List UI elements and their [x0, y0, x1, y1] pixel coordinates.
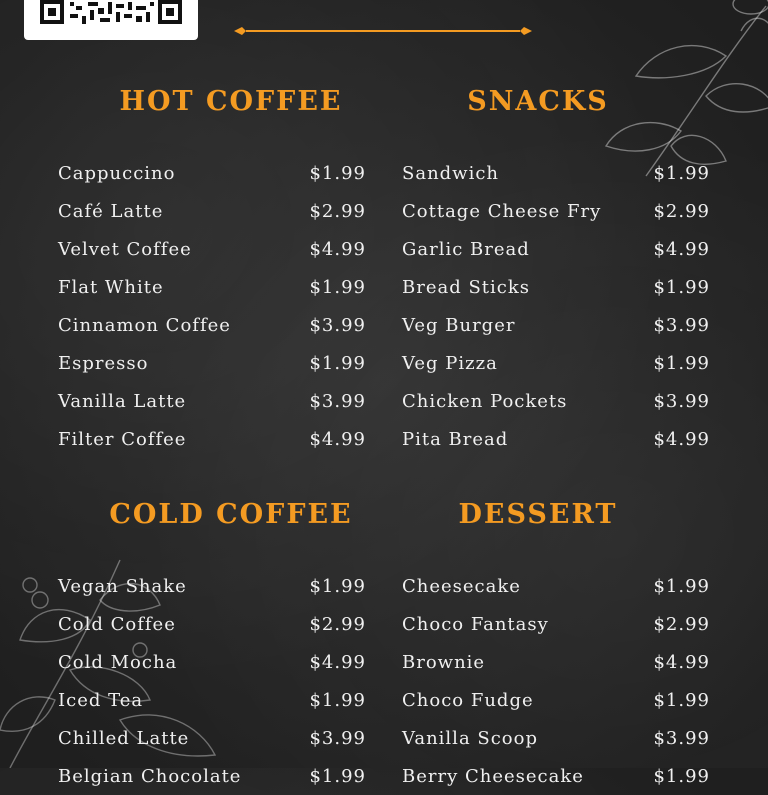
menu-item: [58, 192, 366, 230]
item-price: $3.99: [309, 727, 366, 749]
item-name: Vanilla Scoop: [402, 727, 539, 749]
menu-item: [58, 757, 366, 795]
item-price: $1.99: [309, 352, 366, 374]
menu-item: [402, 306, 710, 344]
menu-item: [402, 757, 710, 795]
item-name: Brownie: [402, 651, 486, 673]
item-name: Cinnamon Coffee: [58, 314, 231, 336]
qr-code-icon: [40, 0, 182, 26]
menu-item: [58, 681, 366, 719]
section-title-snacks: SNACKS: [467, 86, 609, 117]
item-name: Belgian Chocolate: [58, 765, 242, 787]
menu-item: [58, 382, 366, 420]
cold-coffee-list: [58, 567, 366, 795]
item-name: Choco Fantasy: [402, 613, 549, 635]
item-name: Veg Burger: [402, 314, 516, 336]
item-price: $1.99: [309, 575, 366, 597]
item-name: Flat White: [58, 276, 164, 298]
ornamental-divider: [232, 24, 534, 38]
item-price: $3.99: [309, 314, 366, 336]
item-name: Cottage Cheese Fry: [402, 200, 602, 222]
item-name: Vanilla Latte: [58, 390, 187, 412]
item-price: $1.99: [653, 689, 710, 711]
item-name: Cappuccino: [58, 162, 176, 184]
section-title-dessert: DESSERT: [458, 499, 618, 530]
menu-item: [58, 567, 366, 605]
menu-item: [402, 192, 710, 230]
item-name: Berry Cheesecake: [402, 765, 584, 787]
item-price: $2.99: [653, 613, 710, 635]
menu-item: [58, 719, 366, 757]
item-name: Bread Sticks: [402, 276, 531, 298]
menu-item: [58, 306, 366, 344]
menu-item: [58, 344, 366, 382]
menu-item: [58, 230, 366, 268]
item-name: Chilled Latte: [58, 727, 190, 749]
menu-item: [402, 154, 710, 192]
item-name: Iced Tea: [58, 689, 144, 711]
item-price: $4.99: [653, 238, 710, 260]
hot-coffee-list: [58, 154, 366, 458]
menu-item: [58, 154, 366, 192]
item-name: Cold Mocha: [58, 651, 178, 673]
item-price: $1.99: [653, 162, 710, 184]
dessert-list: [402, 567, 710, 795]
item-name: Choco Fudge: [402, 689, 534, 711]
item-price: $4.99: [653, 428, 710, 450]
item-name: Espresso: [58, 352, 149, 374]
item-name: Filter Coffee: [58, 428, 187, 450]
item-price: $1.99: [309, 276, 366, 298]
snacks-list: [402, 154, 710, 458]
item-price: $2.99: [653, 200, 710, 222]
section-title-hot-coffee: HOT COFFEE: [119, 86, 343, 117]
item-name: Garlic Bread: [402, 238, 530, 260]
item-price: $1.99: [309, 765, 366, 787]
item-name: Veg Pizza: [402, 352, 498, 374]
item-price: $1.99: [653, 276, 710, 298]
item-name: Chicken Pockets: [402, 390, 568, 412]
menu-item: [402, 567, 710, 605]
item-price: $4.99: [309, 428, 366, 450]
item-name: Sandwich: [402, 162, 500, 184]
menu-item: [402, 681, 710, 719]
menu-item: [402, 643, 710, 681]
item-name: Pita Bread: [402, 428, 509, 450]
item-name: Vegan Shake: [58, 575, 187, 597]
section-title-cold-coffee: COLD COFFEE: [109, 499, 353, 530]
item-name: Velvet Coffee: [58, 238, 192, 260]
item-price: $1.99: [309, 162, 366, 184]
menu-item: [402, 344, 710, 382]
item-price: $4.99: [309, 238, 366, 260]
item-price: $1.99: [653, 765, 710, 787]
item-price: $2.99: [309, 200, 366, 222]
item-price: $3.99: [653, 727, 710, 749]
item-price: $3.99: [653, 390, 710, 412]
menu-item: [402, 268, 710, 306]
menu-item: [58, 420, 366, 458]
qr-code[interactable]: [24, 0, 198, 40]
menu-item: [402, 382, 710, 420]
item-price: $2.99: [309, 613, 366, 635]
item-price: $3.99: [653, 314, 710, 336]
menu-item: [402, 719, 710, 757]
item-name: Cold Coffee: [58, 613, 176, 635]
menu-item: [402, 605, 710, 643]
item-price: $1.99: [653, 575, 710, 597]
item-price: $4.99: [653, 651, 710, 673]
item-price: $1.99: [309, 689, 366, 711]
menu-item: [58, 643, 366, 681]
item-price: $3.99: [309, 390, 366, 412]
item-price: $4.99: [309, 651, 366, 673]
menu-item: [402, 420, 710, 458]
item-name: Café Latte: [58, 200, 164, 222]
menu-item: [58, 605, 366, 643]
item-price: $1.99: [653, 352, 710, 374]
item-name: Cheesecake: [402, 575, 521, 597]
menu-item: [402, 230, 710, 268]
menu-item: [58, 268, 366, 306]
